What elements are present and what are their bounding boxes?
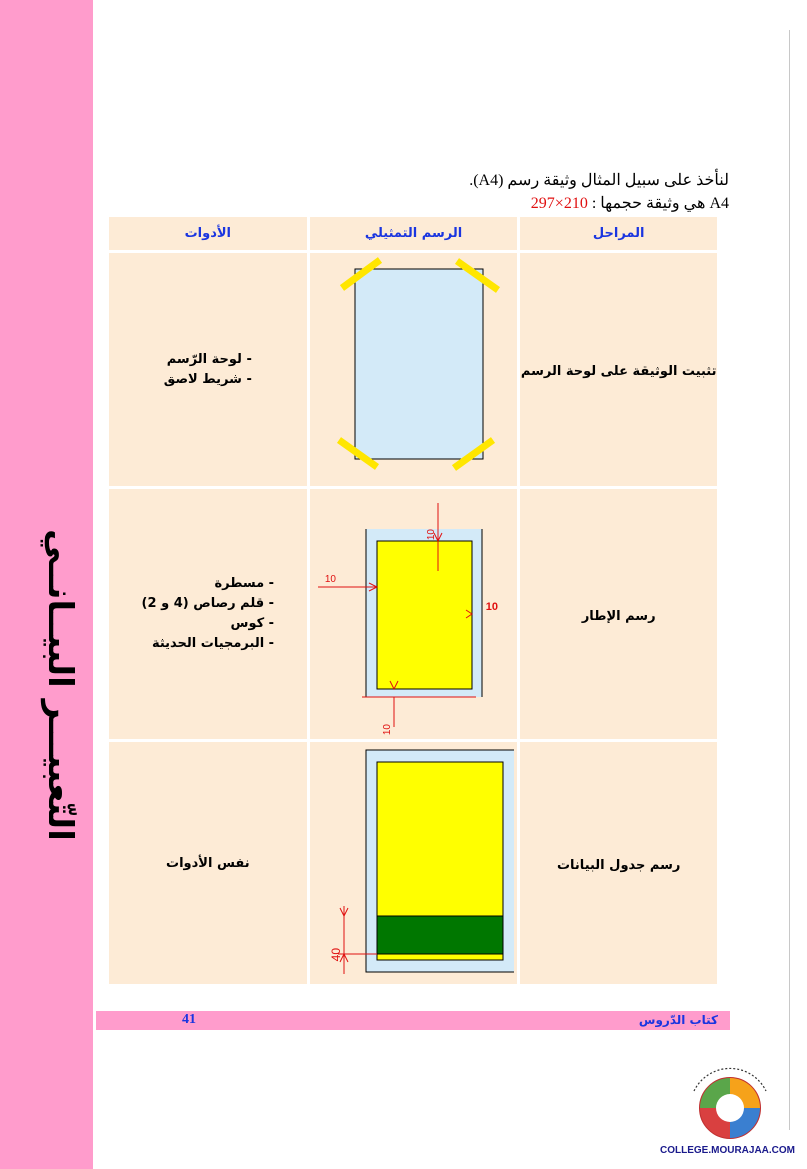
drawing-cell — [310, 253, 518, 486]
tool-item: - قلم رصاص (4 و 2) — [141, 596, 275, 611]
dim-label-right: 10 — [485, 601, 498, 613]
paper-size: 210×297 — [530, 195, 588, 212]
page-number: 41 — [182, 1012, 196, 1027]
stage-cell — [520, 489, 717, 739]
data-table-drawing — [314, 742, 514, 984]
dim-label-left: 10 — [324, 574, 336, 585]
stage-text: رسم جدول البيانات — [556, 857, 681, 873]
drawing-frame — [377, 541, 472, 689]
tool-item: - لوحة الرّسم — [166, 351, 252, 367]
tool-item: - مسطرة — [214, 576, 275, 591]
drawing-cell — [310, 489, 518, 739]
header-stages: المراحل — [520, 217, 717, 250]
table-row — [109, 253, 717, 486]
logo-url: COLLEGE.MOURAJAA.COM — [660, 1145, 795, 1156]
side-title-text: التّعبيـــر البيــانــي — [40, 529, 81, 841]
tools-cell — [109, 742, 307, 984]
stage-cell — [520, 253, 717, 486]
dim-label-top: 10 — [425, 529, 437, 541]
stage-text: رسم الإطار — [581, 608, 656, 624]
intro-line-1: لنأخذ على سبيل المثال وثيقة رسم (A4). — [469, 172, 729, 189]
data-table-strip — [377, 916, 503, 954]
tool-item: - شريط لاصق — [163, 371, 252, 387]
tools-list — [166, 854, 250, 874]
taped-sheet-drawing — [314, 253, 514, 486]
header-tools: الأدوات — [109, 217, 307, 250]
footer-book-label: كتاب الدّروس — [638, 1013, 718, 1027]
intro-line-2 — [531, 193, 729, 213]
tools-list — [142, 574, 275, 654]
stage-text: تثبيت الوثيقة على لوحة الرسم — [520, 364, 717, 379]
tools-cell — [109, 253, 307, 486]
tool-item: - البرمجيات الحديثة — [151, 636, 275, 651]
table-header-row — [109, 217, 717, 250]
stage-cell — [520, 742, 717, 984]
tool-item: - كوس — [230, 616, 275, 631]
tool-item: نفس الأدوات — [166, 856, 250, 871]
dim-label: 40 — [328, 948, 343, 962]
footer-band — [96, 1011, 730, 1030]
drawing-sheet — [355, 269, 483, 459]
margin-line — [789, 30, 790, 1130]
table-row — [109, 489, 717, 739]
drawing-cell — [310, 742, 518, 984]
header-drawing: الرسم التمثيلي — [310, 217, 518, 250]
steps-table — [106, 214, 720, 987]
table-row — [109, 742, 717, 984]
intro-line-2-text: A4 هي وثيقة حجمها : — [587, 195, 729, 212]
dim-label-bottom: 10 — [381, 724, 393, 736]
tools-cell — [109, 489, 307, 739]
site-logo-icon — [680, 1063, 780, 1143]
frame-drawing — [314, 489, 514, 739]
tools-list — [164, 350, 252, 390]
